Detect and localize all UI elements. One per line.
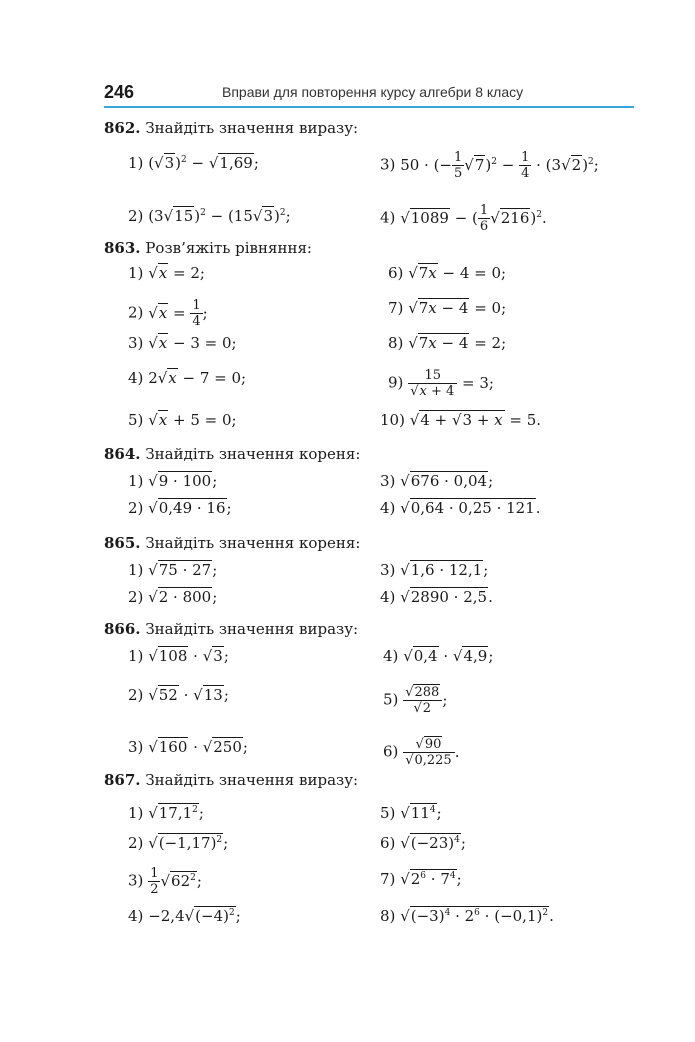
ex863-item-5: 5) √x + 5 = 0; <box>128 411 237 429</box>
ex867-item-6: 6) $√(-23)^4$; <box>380 834 466 852</box>
ex867-item-3: 3) $\frac{1}{2}$ $√62^2$; <box>128 866 202 897</box>
exercise-864-heading <box>104 444 360 464</box>
exercise-866-heading <box>104 619 358 639</box>
ex864-item-4: 4) √0,64 · 0,25 · 121. <box>380 499 541 517</box>
ex863-item-1: 1) √x = 2; <box>128 264 205 282</box>
ex865-item-1: 1) √75 · 27; <box>128 561 218 579</box>
exercise-number: 862. <box>104 119 141 137</box>
ex866-item-6: 6) $\frac{√90}{√0,225}$ . <box>383 737 460 768</box>
ex865-item-3: 3) √1,6 · 12,1; <box>380 561 489 579</box>
exercise-number: 864. <box>104 445 141 463</box>
ex862-item-4: 4) √1089 − ( $\frac{1}{6}$ √216)$^2$. <box>380 203 547 234</box>
ex864-item-3: 3) √676 · 0,04; <box>380 472 494 490</box>
ex867-item-7: 7) $√2^6 \cdot 7^4$; <box>380 870 462 888</box>
ex867-item-5: 5) $√11^4$; <box>380 804 442 822</box>
exercise-instruction: Знайдіть значення кореня: <box>145 445 361 463</box>
exercise-865-heading <box>104 533 360 553</box>
ex862-item-1: 1) $(√3)^2 - √1,69$; <box>128 154 259 172</box>
header-rule <box>104 106 634 108</box>
page-number: 246 <box>104 82 135 102</box>
exercise-instruction: Знайдіть значення виразу: <box>145 119 359 137</box>
ex867-item-8: 8) $√(-3)^4 \cdot 2^6 \cdot (-0,1)^2$. <box>380 907 554 925</box>
exercise-863-heading <box>104 238 312 258</box>
ex866-item-5: 5) $\frac{√288}{√2}$ ; <box>383 685 448 716</box>
ex867-item-1: 1) √17,1$^2$; <box>128 804 204 822</box>
page-header <box>104 82 634 106</box>
ex864-item-2: 2) √0,49 · 16; <box>128 499 232 517</box>
ex863-item-9: 9) $\frac{15}{√x + 4}$ = 3; <box>388 368 494 399</box>
exercise-number: 867. <box>104 771 141 789</box>
ex863-item-3: 3) √x − 3 = 0; <box>128 334 237 352</box>
ex863-item-2: 2) √x = $\frac{1}{4}$ ; <box>128 298 208 329</box>
exercise-instruction: Знайдіть значення виразу: <box>145 620 359 638</box>
ex864-item-1: 1) √9 · 100; <box>128 472 218 490</box>
ex865-item-2: 2) √2 · 800; <box>128 588 218 606</box>
ex862-item-2: 2) $(3√15)^2 - (15√3)^2$; <box>128 207 291 225</box>
exercise-number: 863. <box>104 239 141 257</box>
ex863-item-7: 7) √7x − 4 = 0; <box>388 299 507 317</box>
ex866-item-2: 2) √52 · √13; <box>128 686 229 704</box>
ex863-item-10: 10) √4 + √3 + x = 5. <box>380 411 542 429</box>
ex866-item-3: 3) √160 · √250; <box>128 738 248 756</box>
ex862-item-3: 3) 50 · (− $\frac{1}{5}$ √7)$^2$ − $\frac{1}{4}$ · $(3√2)^2$; <box>380 150 599 181</box>
running-title: Вправи для повторення курсу алгебри 8 класу <box>222 84 524 100</box>
exercise-instruction: Знайдіть значення кореня: <box>145 534 361 552</box>
ex866-item-4: 4) √0,4 · √4,9; <box>383 647 494 665</box>
ex865-item-4: 4) √2890 · 2,5. <box>380 588 493 606</box>
ex863-item-6: 6) √7x − 4 = 0; <box>388 264 507 282</box>
ex867-item-4: $4) -2,4√(-4)^2$; <box>128 907 241 925</box>
ex866-item-1: 1) √108 · √3; <box>128 647 229 665</box>
exercise-instruction: Знайдіть значення виразу: <box>145 771 359 789</box>
ex867-item-2: 2) $√(-1,17)^2$; <box>128 834 229 852</box>
ex863-item-4: 4) 2√x − 7 = 0; <box>128 369 247 387</box>
exercise-number: 865. <box>104 534 141 552</box>
exercise-number: 866. <box>104 620 141 638</box>
exercise-867-heading <box>104 770 358 790</box>
exercise-instruction: Розв’яжіть рівняння: <box>145 239 312 257</box>
exercise-862-heading <box>104 118 358 138</box>
ex863-item-8: 8) √7x − 4 = 2; <box>388 334 507 352</box>
